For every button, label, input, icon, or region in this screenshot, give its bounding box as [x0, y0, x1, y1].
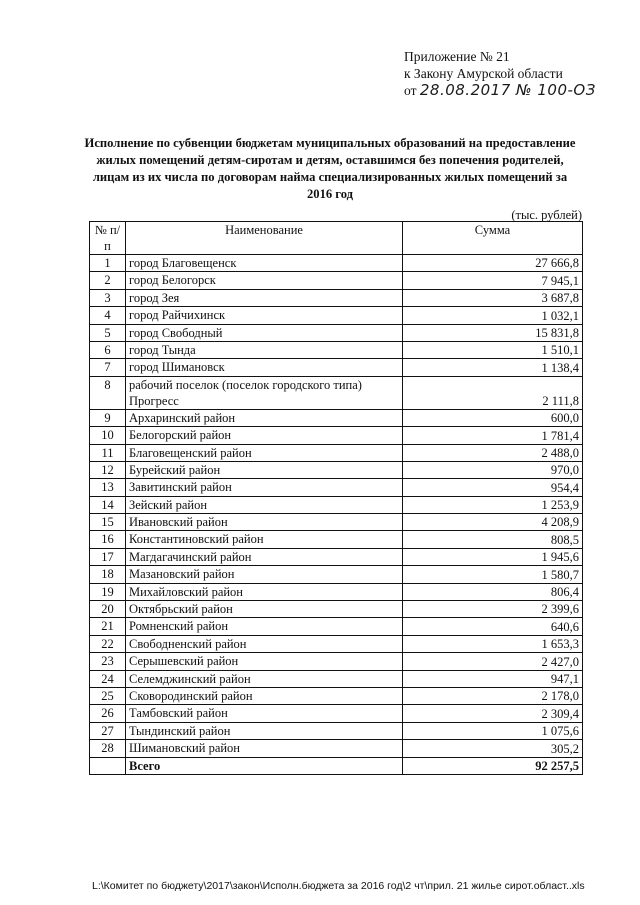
table-row	[90, 409, 583, 426]
table-row	[90, 341, 583, 358]
row-sum: 2 309,4	[403, 705, 583, 722]
table-row	[90, 444, 583, 461]
table-row	[90, 514, 583, 531]
row-number: 8	[90, 376, 126, 409]
table-row	[90, 531, 583, 548]
row-number: 15	[90, 514, 126, 531]
total-label: Всего	[126, 757, 403, 774]
table-row	[90, 461, 583, 478]
row-name: город Зея	[126, 289, 403, 306]
row-name: город Благовещенск	[126, 255, 403, 272]
row-sum: 2 178,0	[403, 687, 583, 704]
total-row	[90, 757, 583, 774]
table-row	[90, 496, 583, 513]
row-name: Тындинский район	[126, 722, 403, 739]
table-row	[90, 566, 583, 583]
table-row	[90, 583, 583, 600]
table-row	[90, 601, 583, 618]
row-number: 24	[90, 670, 126, 687]
table-row	[90, 479, 583, 496]
table-row	[90, 618, 583, 635]
appendix-date-line	[404, 82, 634, 99]
row-sum: 1 653,3	[403, 635, 583, 652]
row-sum: 305,2	[403, 740, 583, 757]
row-name: Ромненский район	[126, 618, 403, 635]
appendix-law-reference: к Закону Амурской области	[404, 66, 563, 81]
row-name: Свободненский район	[126, 635, 403, 652]
table-row	[90, 687, 583, 704]
row-number: 13	[90, 479, 126, 496]
row-name: Селемджинский район	[126, 670, 403, 687]
row-sum: 600,0	[403, 409, 583, 426]
row-sum: 3 687,8	[403, 289, 583, 306]
row-number: 25	[90, 687, 126, 704]
row-number: 20	[90, 601, 126, 618]
row-sum: 1 075,6	[403, 722, 583, 739]
appendix-number: Приложение № 21	[404, 49, 510, 64]
row-name: Ивановский район	[126, 514, 403, 531]
row-sum: 27 666,8	[403, 255, 583, 272]
row-sum: 1 580,7	[403, 566, 583, 583]
row-number: 1	[90, 255, 126, 272]
row-number: 7	[90, 359, 126, 376]
row-sum: 970,0	[403, 461, 583, 478]
row-name: Октябрьский район	[126, 601, 403, 618]
row-sum: 954,4	[403, 479, 583, 496]
row-name: Благовещенский район	[126, 444, 403, 461]
row-name: Белогорский район	[126, 427, 403, 444]
row-sum: 1 945,6	[403, 548, 583, 565]
appendix-block	[404, 48, 634, 99]
row-number: 10	[90, 427, 126, 444]
total-num-cell	[90, 757, 126, 774]
row-name: город Шимановск	[126, 359, 403, 376]
table-row	[90, 670, 583, 687]
row-number: 5	[90, 324, 126, 341]
row-sum: 4 208,9	[403, 514, 583, 531]
table-row	[90, 722, 583, 739]
header-name: Наименование	[126, 222, 403, 255]
row-name: город Тында	[126, 341, 403, 358]
row-sum: 2 488,0	[403, 444, 583, 461]
row-sum: 1 781,4	[403, 427, 583, 444]
row-sum: 947,1	[403, 670, 583, 687]
table-row	[90, 307, 583, 324]
row-name: город Райчихинск	[126, 307, 403, 324]
total-sum: 92 257,5	[403, 757, 583, 774]
table-header-row	[90, 222, 583, 255]
row-name: Мазановский район	[126, 566, 403, 583]
row-sum: 806,4	[403, 583, 583, 600]
row-sum: 1 032,1	[403, 307, 583, 324]
row-name: рабочий поселок (поселок городского типа) Прогресс	[126, 376, 403, 409]
row-name: Серышевский район	[126, 653, 403, 670]
row-name: Зейский район	[126, 496, 403, 513]
row-number: 4	[90, 307, 126, 324]
row-name: Шимановский район	[126, 740, 403, 757]
row-sum: 7 945,1	[403, 272, 583, 289]
row-sum: 15 831,8	[403, 324, 583, 341]
row-number: 12	[90, 461, 126, 478]
row-name: Константиновский район	[126, 531, 403, 548]
row-name: город Свободный	[126, 324, 403, 341]
row-name: Михайловский район	[126, 583, 403, 600]
table-row	[90, 653, 583, 670]
row-number: 19	[90, 583, 126, 600]
row-name: Архаринский район	[126, 409, 403, 426]
row-name: Магдагачинский район	[126, 548, 403, 565]
table-row	[90, 427, 583, 444]
row-sum: 640,6	[403, 618, 583, 635]
table-row	[90, 289, 583, 306]
row-number: 16	[90, 531, 126, 548]
table-row	[90, 635, 583, 652]
row-number: 3	[90, 289, 126, 306]
table-row	[90, 705, 583, 722]
row-sum: 1 253,9	[403, 496, 583, 513]
table-row	[90, 376, 583, 409]
row-sum: 2 399,6	[403, 601, 583, 618]
table-row	[90, 324, 583, 341]
subvention-table	[89, 221, 583, 775]
row-name: город Белогорск	[126, 272, 403, 289]
table-row	[90, 255, 583, 272]
row-number: 26	[90, 705, 126, 722]
row-number: 22	[90, 635, 126, 652]
row-number: 18	[90, 566, 126, 583]
row-number: 11	[90, 444, 126, 461]
file-path-footer: L:\Комитет по бюджету\2017\закон\Исполн.бюджета за 2016 год\2 чт\прил. 21 жилье сирот.област..xls	[92, 880, 585, 892]
table-row	[90, 359, 583, 376]
header-sum: Сумма	[403, 222, 583, 255]
row-number: 2	[90, 272, 126, 289]
row-name: Сковородинский район	[126, 687, 403, 704]
row-number: 21	[90, 618, 126, 635]
row-sum: 2 111,8	[403, 376, 583, 409]
table-row	[90, 740, 583, 757]
row-name: Завитинский район	[126, 479, 403, 496]
document-title: Исполнение по субвенции бюджетам муниципальных образований на предоставление жилых помещений детям-сиротам и детям, оставшимся без попечения родителей, лицам из их числа по договорам найма специализированных жилых помещений за 2016 год	[84, 136, 576, 201]
header-number: № п/п	[90, 222, 126, 255]
row-number: 17	[90, 548, 126, 565]
row-number: 27	[90, 722, 126, 739]
row-number: 28	[90, 740, 126, 757]
row-number: 6	[90, 341, 126, 358]
row-sum: 1 510,1	[403, 341, 583, 358]
row-name: Бурейский район	[126, 461, 403, 478]
appendix-date-prefix: от	[404, 83, 417, 98]
table-body	[90, 255, 583, 758]
table-row	[90, 548, 583, 565]
row-sum: 1 138,4	[403, 359, 583, 376]
row-sum: 808,5	[403, 531, 583, 548]
row-number: 23	[90, 653, 126, 670]
table-row	[90, 272, 583, 289]
row-number: 9	[90, 409, 126, 426]
units-label: (тыс. рублей)	[511, 208, 582, 222]
row-name: Тамбовский район	[126, 705, 403, 722]
row-number: 14	[90, 496, 126, 513]
row-sum: 2 427,0	[403, 653, 583, 670]
handwritten-date: 28.08.2017 № 100-ОЗ	[419, 81, 596, 99]
